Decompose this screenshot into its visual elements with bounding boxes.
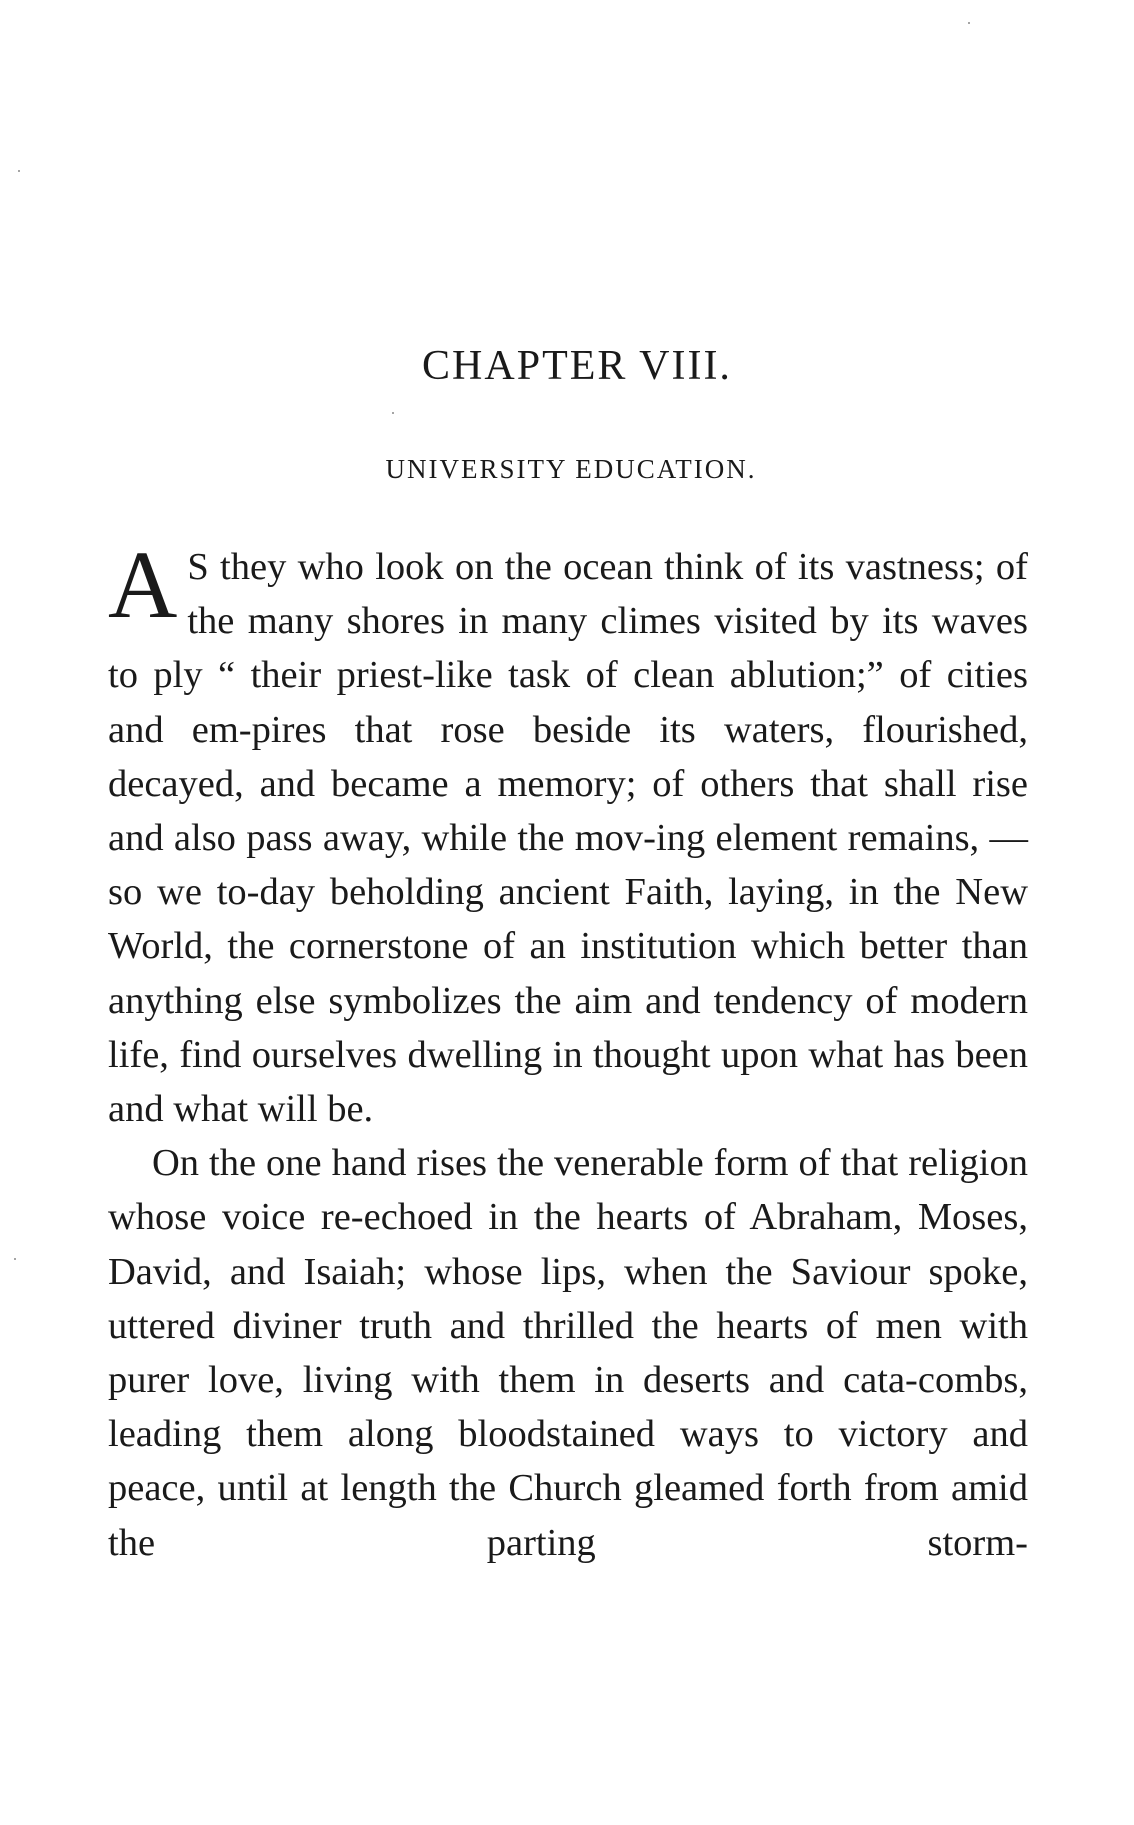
chapter-title: CHAPTER VIII. xyxy=(422,343,732,389)
paragraph-2: On the one hand rises the venerable form of that religion whose voice re-echoed in the hearts of Abraham, Moses, David, and Isaiah; whose lips, when the Saviour spoke, uttered diviner truth and thrilled the hearts of men with purer love, living with them in deserts and cata-combs, leading them along bloodstained ways to victory and peace, until at length the Church gleamed forth from amid the parting storm- xyxy=(108,1142,1028,1564)
body-text xyxy=(108,531,1028,1570)
paper-speck xyxy=(968,22,970,24)
drop-cap: A xyxy=(108,531,178,638)
chapter-subtitle: UNIVERSITY EDUCATION. xyxy=(385,454,757,484)
paper-speck xyxy=(392,412,394,414)
paper-speck xyxy=(14,1258,16,1260)
paragraph-1-text: S they who look on the ocean think of its vastness; of the many shores in many climes visited by its waves to ply “ their priest-like task of clean ablution;” of cities and em-pires that rose beside its waters, flourished, decayed, and became a memory; of others that shall rise and also pass away, while the mov-ing element remains, — so we to-day beholding ancient Faith, laying, in the New World, the cornerstone of an institution which better than anything else symbolizes the aim and tendency of modern life, find ourselves dwelling in thought upon what has been and what will be. xyxy=(108,546,1028,1131)
paper-speck xyxy=(18,170,20,172)
paragraph-1 xyxy=(108,531,1028,1136)
